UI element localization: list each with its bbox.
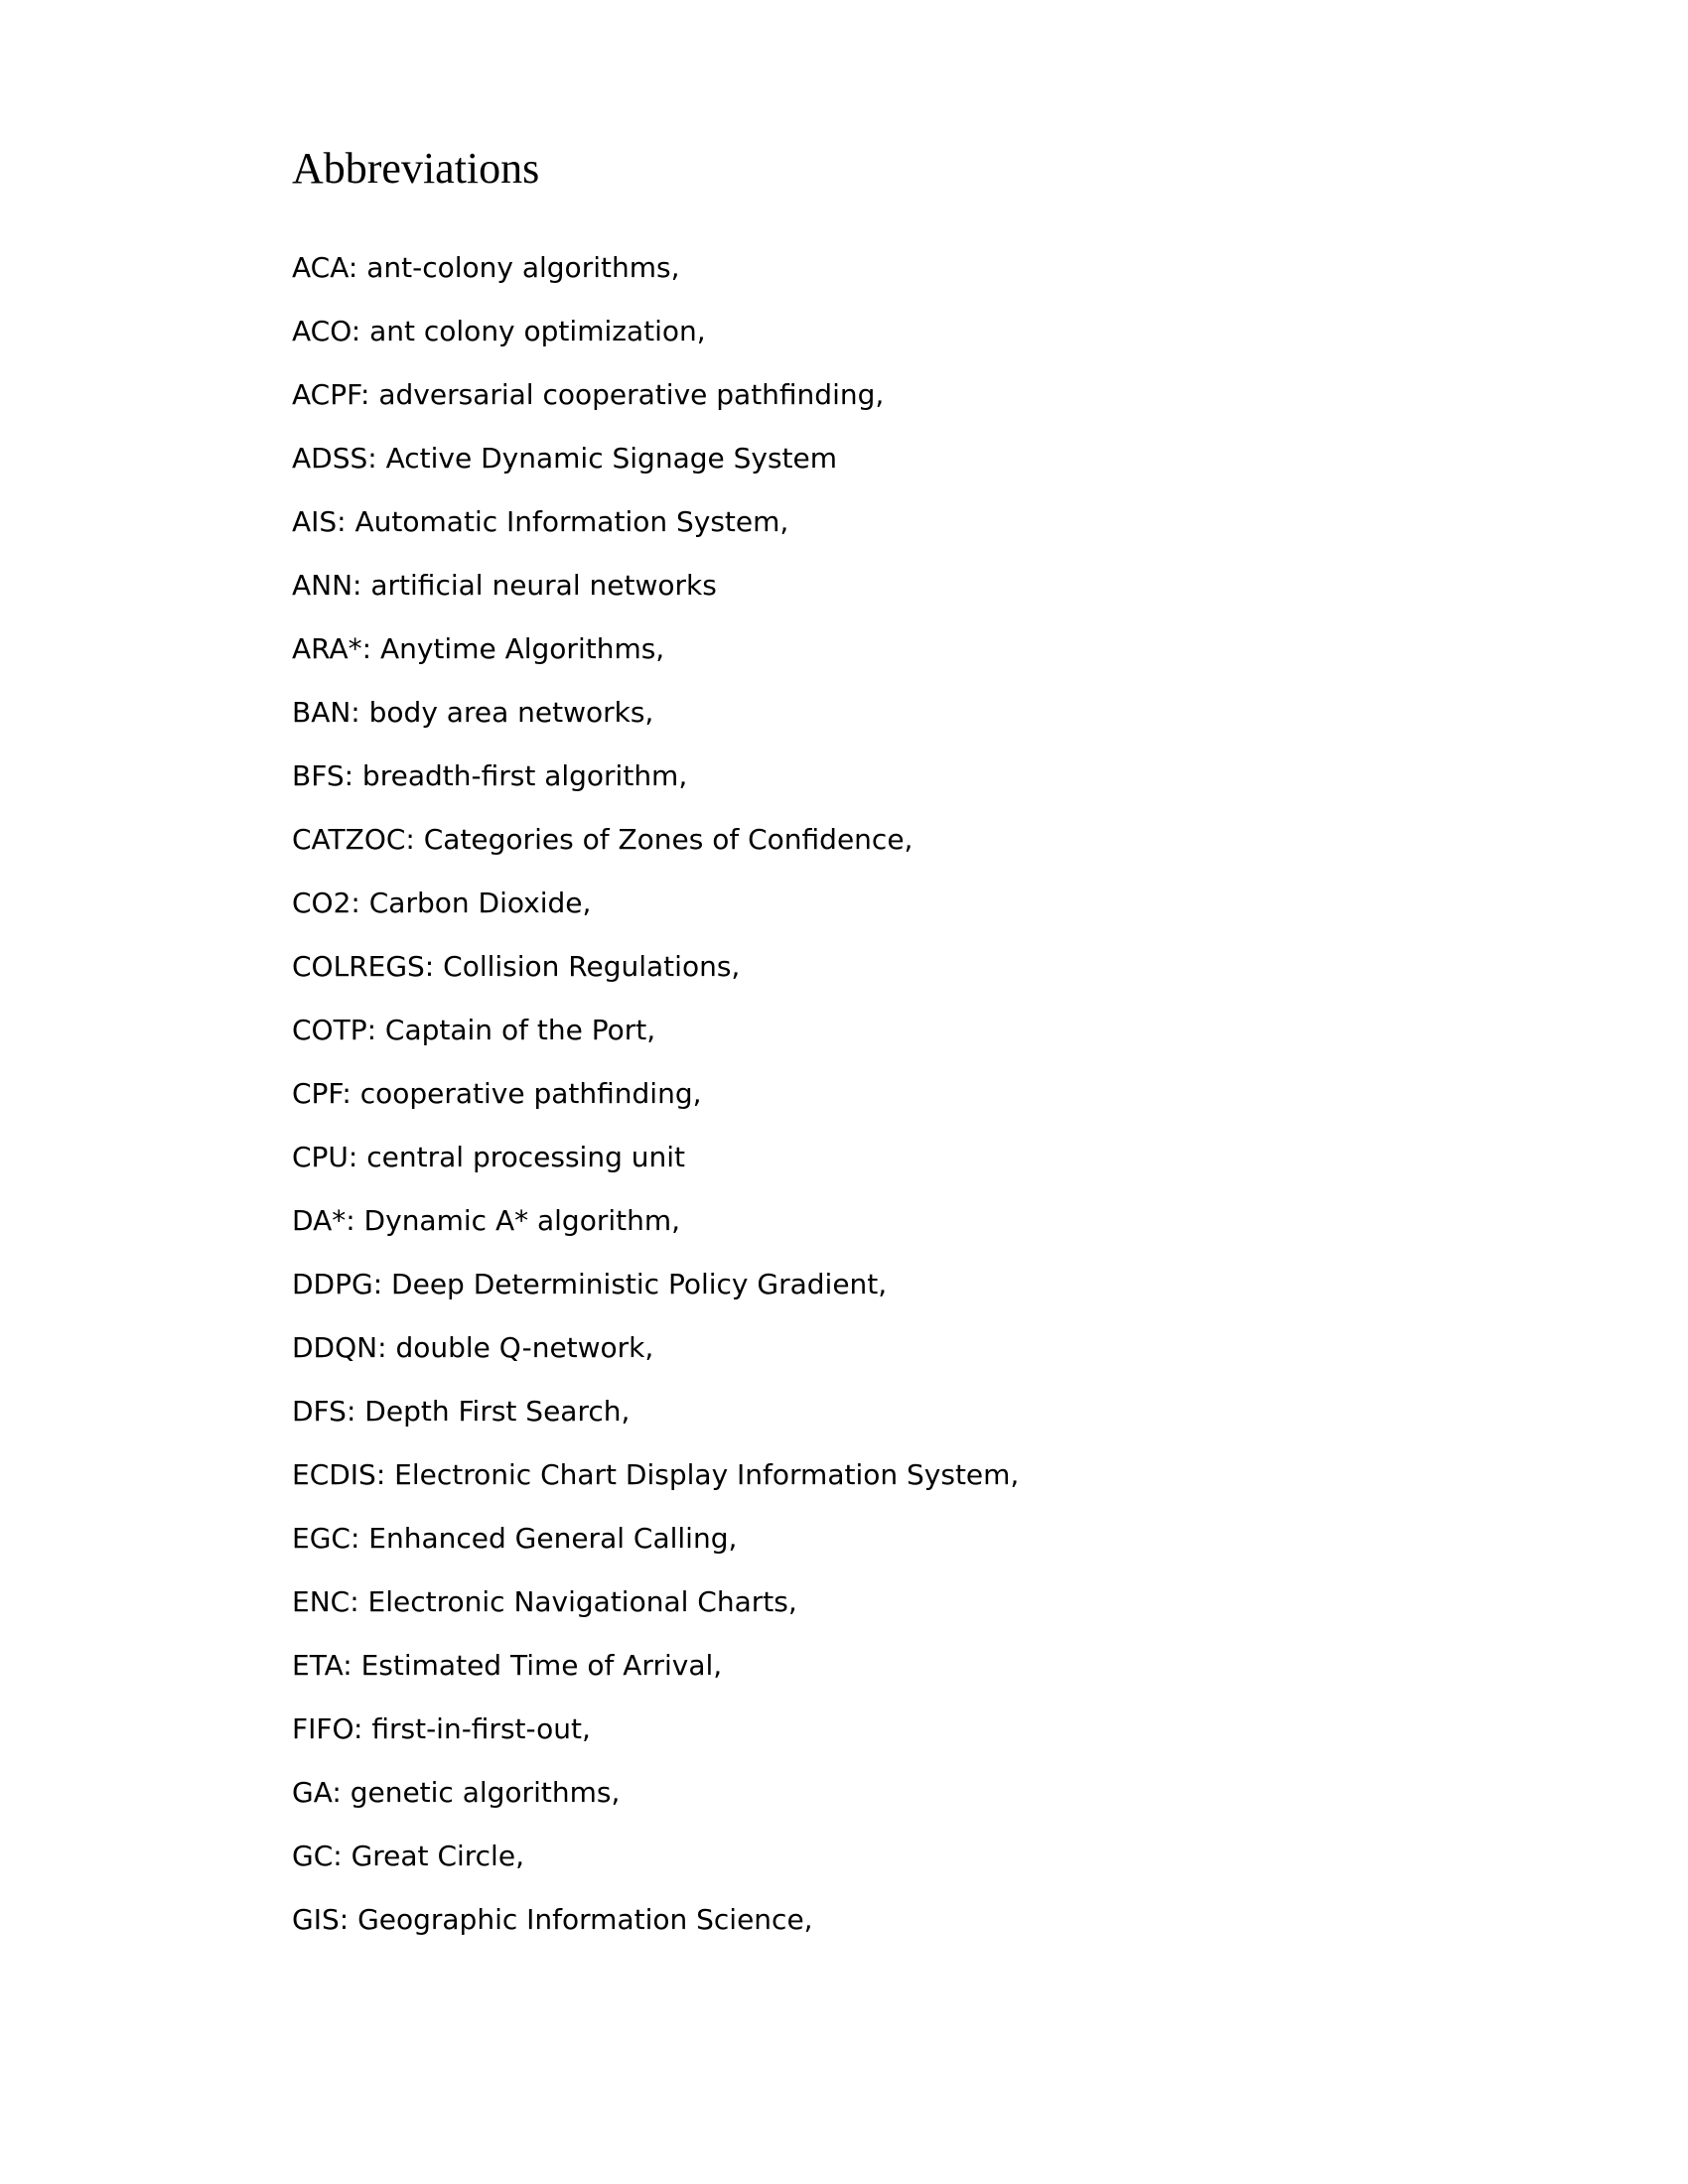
abbreviation-entry: CO2: Carbon Dioxide,	[292, 887, 592, 919]
abbreviation-entry: BAN: body area networks,	[292, 696, 654, 729]
abbreviation-entry: CPF: cooperative pathfinding,	[292, 1077, 702, 1110]
abbreviation-entry: ACA: ant-colony algorithms,	[292, 251, 680, 284]
abbreviation-entry: AIS: Automatic Information System,	[292, 505, 789, 538]
abbreviation-entry: DFS: Depth First Search,	[292, 1395, 631, 1428]
abbreviation-list	[292, 248, 1019, 1964]
abbreviation-entry: GIS: Geographic Information Science,	[292, 1903, 813, 1936]
abbreviation-entry: ADSS: Active Dynamic Signage System	[292, 442, 838, 475]
abbreviation-entry: COLREGS: Collision Regulations,	[292, 950, 741, 983]
abbreviation-entry: CATZOC: Categories of Zones of Confidence,	[292, 823, 914, 856]
abbreviation-entry: DA*: Dynamic A* algorithm,	[292, 1204, 681, 1237]
abbreviation-entry: GC: Great Circle,	[292, 1840, 524, 1872]
abbreviation-entry: EGC: Enhanced General Calling,	[292, 1522, 738, 1555]
abbreviation-entry: BFS: breadth-first algorithm,	[292, 759, 688, 792]
abbreviation-entry: ACO: ant colony optimization,	[292, 315, 706, 347]
abbreviation-entry: CPU: central processing unit	[292, 1141, 686, 1173]
abbreviation-entry: ENC: Electronic Navigational Charts,	[292, 1585, 797, 1618]
abbreviation-entry: GA: genetic algorithms,	[292, 1776, 621, 1809]
abbreviation-entry: COTP: Captain of the Port,	[292, 1014, 656, 1046]
abbreviation-entry: ACPF: adversarial cooperative pathfinding,	[292, 378, 885, 411]
abbreviation-entry: FIFO: first-in-first-out,	[292, 1712, 591, 1745]
abbreviation-entry: ETA: Estimated Time of Arrival,	[292, 1649, 723, 1682]
abbreviation-entry: ANN: artificial neural networks	[292, 569, 717, 602]
page-title: Abbreviations	[292, 144, 540, 193]
abbreviation-entry: ECDIS: Electronic Chart Display Information System,	[292, 1458, 1020, 1491]
abbreviation-entry: ARA*: Anytime Algorithms,	[292, 632, 665, 665]
abbreviation-entry: DDQN: double Q-network,	[292, 1331, 654, 1364]
abbreviation-entry: DDPG: Deep Deterministic Policy Gradient,	[292, 1268, 888, 1300]
